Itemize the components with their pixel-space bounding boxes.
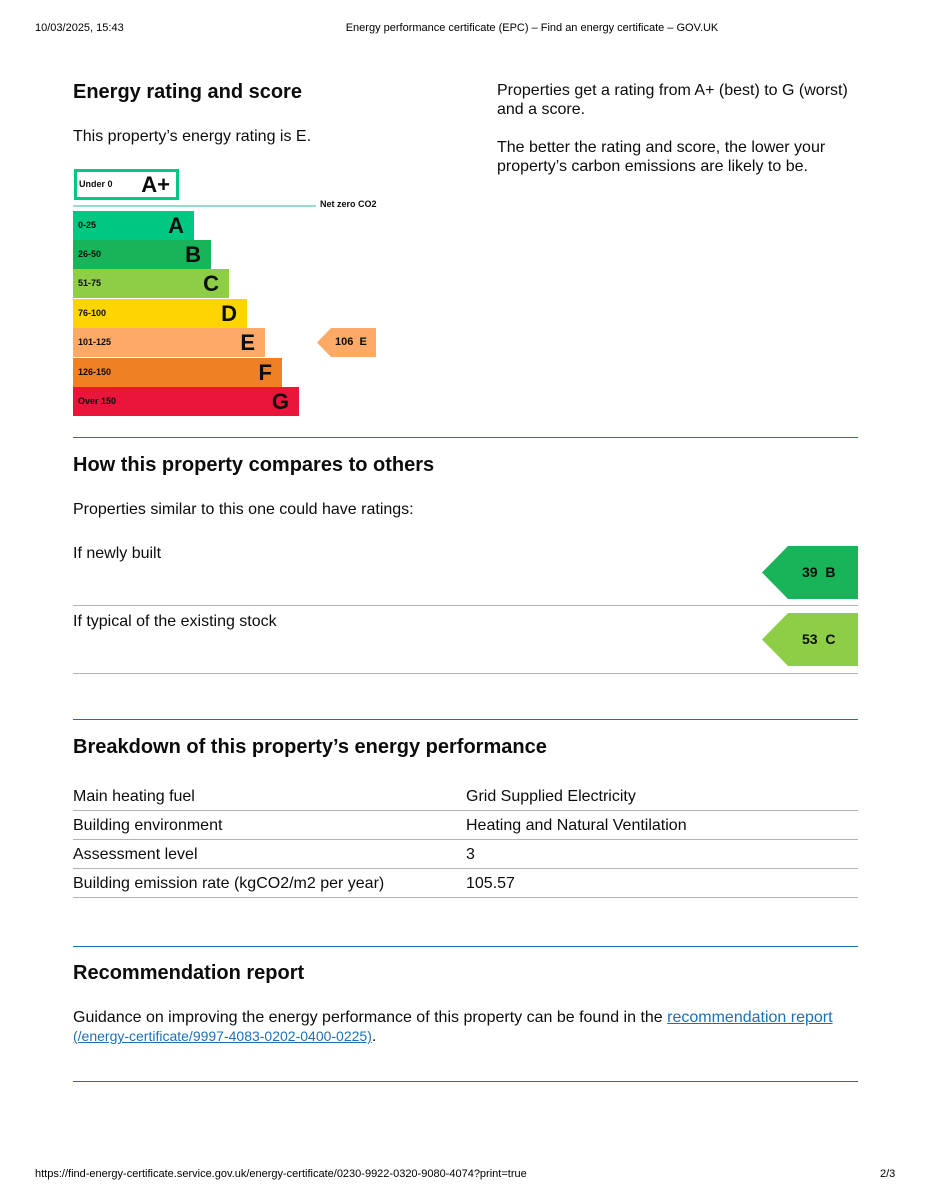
compare-label-existing-stock: If typical of the existing stock [73,613,277,630]
print-page-title: Energy performance certificate (EPC) – Find an energy certificate – GOV.UK [345,22,719,34]
compare-letter: C [825,631,836,647]
band-g [73,387,299,416]
breakdown-row [73,782,858,811]
band-letter: G [271,389,289,414]
section-divider [73,437,858,438]
compare-letter: B [825,564,836,580]
breakdown-row [73,869,858,898]
band-c [73,269,229,298]
rating-sentence: This property’s energy rating is E. [73,128,312,145]
band-a-plus [74,169,179,200]
net-zero-label: Net zero CO2 [320,199,377,209]
recommendation-paragraph [73,1008,858,1046]
breakdown-value: Heating and Natural Ventilation [466,817,687,834]
compare-label-new-build: If newly built [73,545,162,562]
breakdown-section-title: Breakdown of this property’s energy performance [73,736,547,758]
band-range: 51-75 [78,278,102,288]
recommendation-report-path-link[interactable]: (/energy-certificate/9997-4083-0202-0400-0225) [73,1028,372,1044]
recommendation-text-end: . [371,1028,377,1045]
breakdown-row [73,840,858,869]
band-letter: F [258,360,272,385]
band-a [73,211,194,240]
band-range: Under 0 [79,179,113,189]
compare-rating-new-build [762,546,858,599]
band-letter: C [203,271,219,296]
current-rating-score: 106 [335,336,354,348]
band-range: 76-100 [78,308,107,318]
print-url: https://find-energy-certificate.service.gov.uk/energy-certificate/0230-9922-0320-9080-4074?print=true [35,1168,527,1180]
breakdown-value: 3 [466,846,475,863]
print-page-number: 2/3 [880,1168,896,1180]
breakdown-key: Building emission rate (kgCO2/m2 per year) [73,875,385,892]
breakdown-row [73,811,858,840]
compare-intro: Properties similar to this one could have ratings: [73,501,414,518]
breakdown-value: Grid Supplied Electricity [466,788,636,805]
band-range: Over 150 [78,396,117,406]
rating-info-paragraph-1: Properties get a rating from A+ (best) to G (worst) and a score. [497,82,848,118]
band-range: 101-125 [78,337,112,347]
compare-rating-existing-stock [762,613,858,666]
breakdown-key: Main heating fuel [73,788,195,805]
band-f [73,358,282,387]
band-d [73,299,247,328]
rating-info-paragraph-2: The better the rating and score, the lower your property’s carbon emissions are likely to be. [497,139,826,175]
energy-rating-chart [73,168,393,418]
compare-section-title: How this property compares to others [73,454,435,476]
breakdown-value: 105.57 [466,875,515,892]
section-divider [73,719,858,720]
rating-section-title: Energy rating and score [73,81,302,103]
row-divider [73,673,858,674]
band-letter: E [240,330,255,355]
band-letter: B [185,242,201,267]
compare-score: 39 [802,564,818,580]
band-letter: A [168,213,184,238]
band-b [73,240,211,269]
band-letter: A+ [141,172,170,197]
band-letter: D [221,301,237,326]
current-rating-letter: E [359,336,367,348]
recommendation-report-link[interactable]: recommendation report [667,1009,833,1026]
recommendation-section-title: Recommendation report [73,962,305,984]
compare-score: 53 [802,631,818,647]
compare-rating-text [802,613,835,666]
band-range: 0-25 [78,220,97,230]
section-divider [73,1081,858,1082]
current-rating-text [335,328,367,357]
section-divider [73,946,858,947]
net-zero-line [73,205,316,207]
band-range: 126-150 [78,367,112,377]
band-e [73,328,265,357]
row-divider [73,605,858,606]
recommendation-text: Guidance on improving the energy performance of this property can be found in the [73,1009,668,1026]
breakdown-key: Assessment level [73,846,198,863]
compare-rating-text [802,546,835,599]
current-rating-marker [317,328,376,357]
band-range: 26-50 [78,249,102,259]
print-datetime: 10/03/2025, 15:43 [35,22,124,34]
breakdown-key: Building environment [73,817,223,834]
